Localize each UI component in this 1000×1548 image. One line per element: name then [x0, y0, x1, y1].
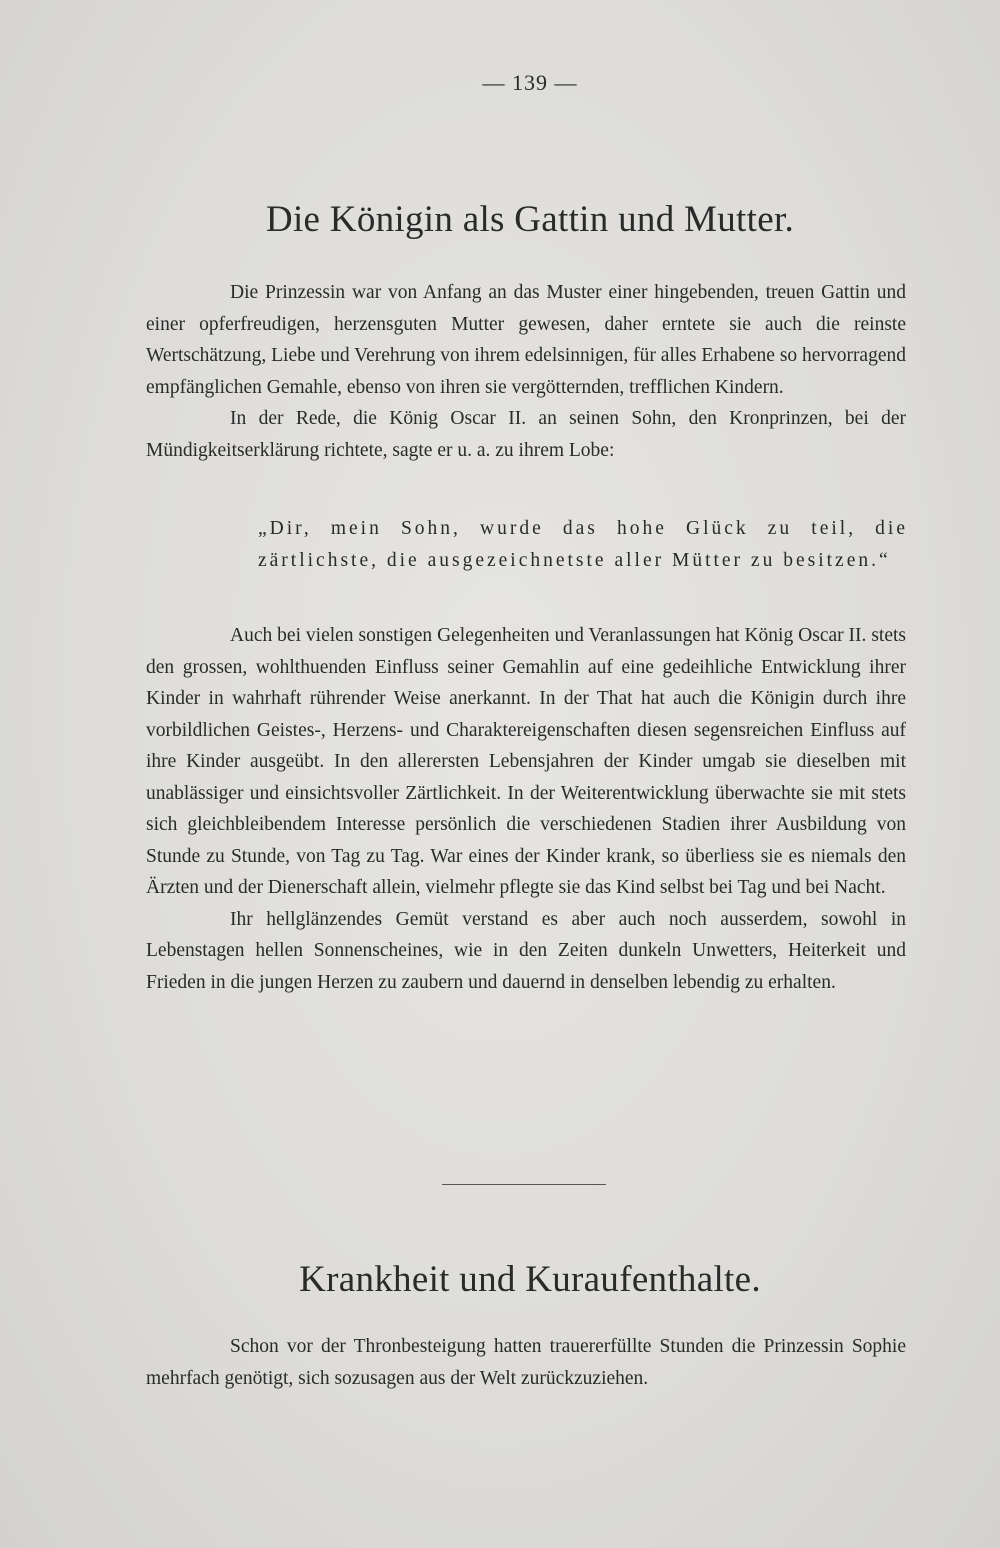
paragraph: Schon vor der Thronbesteigung hatten trauererfüllte Stunden die Prinzessin Sophie mehrfach genötigt, sich sozusagen aus der Welt zurückzuziehen. [146, 1336, 906, 1389]
section1-body [146, 277, 906, 466]
page-number: — 139 — [482, 70, 578, 95]
section1-body-continued [146, 620, 906, 998]
paragraph: Ihr hellglänzendes Gemüt verstand es aber auch noch ausserdem, sowohl in Lebenstagen hellen Sonnenscheines, wie in den Zeiten dunkeln Unwetters, Heiterkeit und Frieden in die jungen Herzen zu zaubern und dauernd in denselben lebendig zu erhalten. [146, 908, 906, 993]
section-title-krankheit: Krankheit und Kuraufenthalte. [299, 1259, 761, 1300]
block-quote: „Dir, mein Sohn, wurde das hohe Glück zu teil, die zärtlichste, die ausgezeichnetste aller Mütter zu besitzen.“ [258, 518, 908, 571]
paragraph: Die Prinzessin war von Anfang an das Muster einer hingebenden, treuen Gattin und einer opferfreudigen, herzensguten Mutter gewesen, daher erntete sie auch die reinste Wertschätzung, Liebe und Verehrung von ihrem edelsinnigen, für alles Erhabene so hervorragend empfänglichen Gemahle, ebenso von ihren sie vergötternden, trefflichen Kindern. [146, 282, 906, 398]
paragraph: Auch bei vielen sonstigen Gelegenheiten und Veranlassungen hat König Oscar II. stets den grossen, wohlthuenden Einfluss seiner Gemahlin auf eine gedeihliche Entwicklung ihrer Kinder in wahrhaft rührender Weise anerkannt. In der That hat auch die Königin durch ihre vorbildlichen Geistes-, Herzens- und Charaktereigenschaften diesen segensreichen Einfluss auf ihre Kinder ausgeübt. In den allerersten Lebensjahren der Kinder umgab sie dieselben mit unablässiger und einsichtsvoller Zärtlichkeit. In der Weiterentwicklung überwachte sie mit stets sich gleichbleibendem Interesse persönlich die verschiedenen Stadien ihrer Ausbildung von Stunde zu Stunde, von Tag zu Tag. War eines der Kinder krank, so überliess sie es niemals den Ärzten und der Dienerschaft allein, vielmehr pflegte sie das Kind selbst bei Tag und bei Nacht. [146, 625, 906, 898]
section-divider [442, 1184, 606, 1185]
section-title-koenigin: Die Königin als Gattin und Mutter. [265, 199, 795, 240]
section2-body [146, 1331, 906, 1394]
paragraph: In der Rede, die König Oscar II. an seinen Sohn, den Kronprinzen, bei der Mündigkeitserklärung richtete, sagte er u. a. zu ihrem Lobe: [146, 408, 906, 461]
